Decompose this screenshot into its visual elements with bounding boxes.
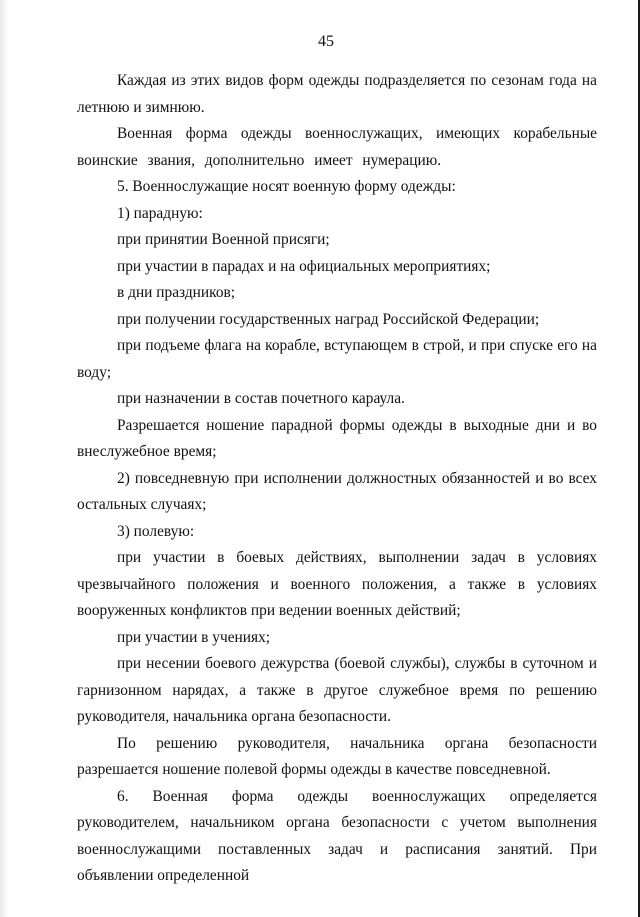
paragraph: при участии в учениях; bbox=[117, 628, 271, 646]
paragraph: при подъеме флага на корабле, вступающем в строй, и при спуске его на воду; bbox=[77, 337, 597, 381]
paragraph: при принятии Военной присяги; bbox=[117, 231, 330, 248]
paragraph: при получении государственных наград Российской Федерации; bbox=[117, 310, 540, 328]
paragraph: 5. Военнослужащие носят военную форму одежды: bbox=[117, 178, 456, 195]
paragraph: 2) повседневную при исполнении должностных обязанностей и во всех остальных случаях; bbox=[77, 469, 597, 513]
page-number: 45 bbox=[318, 33, 334, 50]
paragraph: 1) парадную: bbox=[117, 204, 203, 222]
paragraph: Разрешается ношение парадной формы одежды в выходные дни и во внеслужебное время; bbox=[77, 416, 597, 460]
paragraph: Военная форма одежды военнослужащих, имеющих корабельные воинские звания, дополнительно имеет нумерацию. bbox=[77, 125, 597, 169]
paragraph: в дни праздников; bbox=[117, 284, 236, 301]
paragraph: при назначении в состав почетного караула. bbox=[117, 390, 405, 407]
paragraph: при несении боевого дежурства (боевой службы), службы в суточном и гарнизонном нарядах, а также в другое служебное время по решению руководителя, начальника органа безопасности. bbox=[77, 655, 597, 725]
paragraph: 3) полевую: bbox=[117, 522, 195, 540]
paragraph: 6. Военная форма одежды военнослужащих определяется руководителем, начальником органа безопасности с учетом выполнения военнослужащими поставленных задач и расписания занятий. При объявлении определенной bbox=[77, 787, 597, 884]
paragraph: Каждая из этих видов форм одежды подразделяется по сезонам года на летнюю и зимнюю. bbox=[77, 72, 597, 116]
document-body bbox=[77, 60, 597, 890]
paragraph: По решению руководителя, начальника органа безопасности разрешается ношение полевой формы одежды в качестве повседневной. bbox=[77, 734, 597, 778]
paragraph: при участии в боевых действиях, выполнении задач в условиях чрезвычайного положения и военного положения, а также в условиях вооруженных конфликтов при ведении военных действий; bbox=[77, 549, 597, 619]
paragraph: при участии в парадах и на официальных мероприятиях; bbox=[117, 257, 491, 275]
